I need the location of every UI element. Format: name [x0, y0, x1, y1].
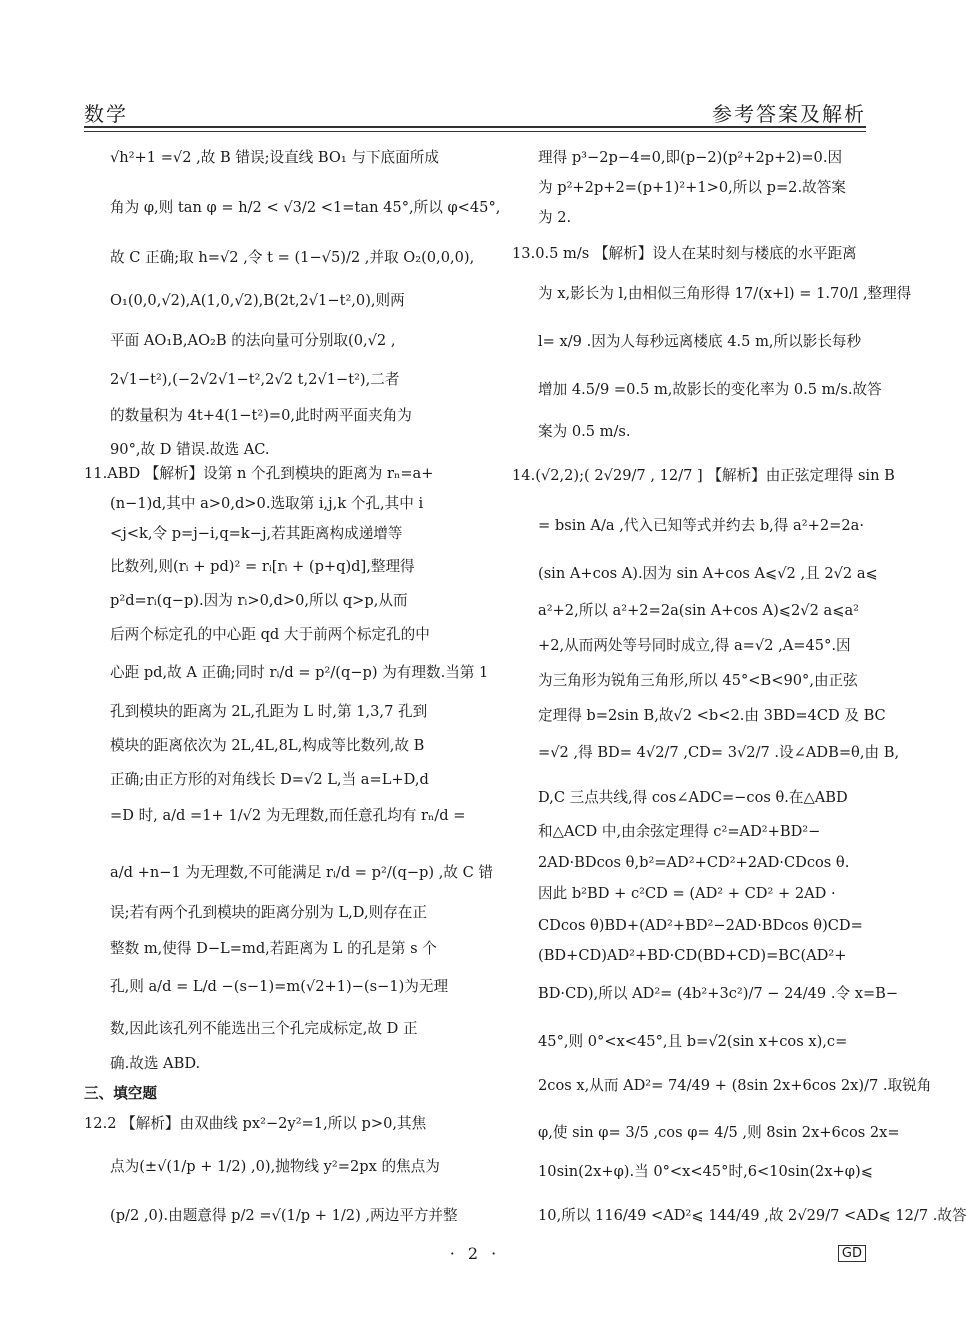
text-line: 案为 0.5 m/s. [538, 423, 631, 440]
text-line: (n−1)d,其中 a>0,d>0.选取第 i,j,k 个孔,其中 i [110, 495, 424, 512]
subject-title: 数学 [84, 102, 128, 126]
text-line: l= x/9 .因为人每秒远离楼底 4.5 m,所以影长每秒 [538, 333, 862, 350]
text-line: 45°,则 0°<x<45°,且 b=√2(sin x+cos x),c= [538, 1033, 848, 1050]
text-line: 12.2 【解析】由双曲线 px²−2y²=1,所以 p>0,其焦 [84, 1115, 427, 1132]
text-line: 点为(±√(1/p + 1/2) ,0),抛物线 y²=2px 的焦点为 [110, 1158, 440, 1175]
text-line: (p/2 ,0).由题意得 p/2 =√(1/p + 1/2) ,两边平方并整 [110, 1207, 458, 1224]
text-line: 因此 b²BD + c²CD = (AD² + CD² + 2AD · [538, 885, 836, 902]
text-line: O₁(0,0,√2),A(1,0,√2),B(2t,2√1−t²,0),则两 [110, 292, 405, 309]
text-line: 增加 4.5/9 =0.5 m,故影长的变化率为 0.5 m/s.故答 [538, 381, 882, 398]
text-line: 定理得 b=2sin B,故√2 <b<2.由 3BD=4CD 及 BC [538, 707, 886, 724]
text-line: 10sin(2x+φ).当 0°<x<45°时,6<10sin(2x+φ)⩽ [538, 1163, 873, 1180]
text-line: 数,因此该孔列不能选出三个孔完成标定,故 D 正 [110, 1020, 418, 1037]
text-line: 整数 m,使得 D−L=md,若距离为 L 的孔是第 s 个 [110, 940, 437, 957]
text-line: (BD+CD)AD²+BD·CD(BD+CD)=BC(AD²+ [538, 947, 847, 964]
text-line: 孔,则 a/d = L/d −(s−1)=m(√2+1)−(s−1)为无理 [110, 978, 449, 995]
section-heading: 三、填空题 [84, 1085, 157, 1102]
text-line: 10,所以 116/49 <AD²⩽ 144/49 ,故 2√29/7 <AD⩽ 12/7 .故答 [538, 1207, 967, 1224]
text-line: 为三角形为锐角三角形,所以 45°<B<90°,由正弦 [538, 672, 858, 689]
text-line: =√2 ,得 BD= 4√2/7 ,CD= 3√2/7 .设∠ADB=θ,由 B, [538, 744, 900, 761]
header-rule [84, 126, 866, 128]
header-rule-thin [84, 131, 866, 132]
text-line: 后两个标定孔的中心距 qd 大于前两个标定孔的中 [110, 626, 430, 643]
text-line: 理得 p³−2p−4=0,即(p−2)(p²+2p+2)=0.因 [538, 149, 843, 166]
text-line: +2,从而两处等号同时成立,得 a=√2 ,A=45°.因 [538, 637, 851, 654]
text-line: 为 x,影长为 l,由相似三角形得 17/(x+l) = 1.70/l ,整理得 [538, 285, 912, 302]
text-line: 为 p²+2p+2=(p+1)²+1>0,所以 p=2.故答案 [538, 179, 846, 196]
text-line: 确.故选 ABD. [110, 1055, 201, 1072]
text-line: 模块的距离依次为 2L,4L,8L,构成等比数列,故 B [110, 737, 425, 754]
text-line: 13.0.5 m/s 【解析】设人在某时刻与楼底的水平距离 [512, 245, 857, 262]
text-line: 心距 pd,故 A 正确;同时 rᵢ/d = p²/(q−p) 为有理数.当第 1 [110, 664, 489, 681]
text-line: p²d=rᵢ(q−p).因为 rᵢ>0,d>0,所以 q>p,从而 [110, 592, 408, 609]
text-line: 90°,故 D 错误.故选 AC. [110, 441, 270, 458]
text-line: 故 C 正确;取 h=√2 ,令 t = (1−√5)/2 ,并取 O₂(0,0,0), [110, 249, 475, 266]
text-line: =D 时, a/d =1+ 1/√2 为无理数,而任意孔均有 rₙ/d = [110, 807, 466, 824]
text-line: CDcos θ)BD+(AD²+BD²−2AD·BDcos θ)CD= [538, 917, 863, 934]
text-line: 角为 φ,则 tan φ = h/2 < √3/2 <1=tan 45°,所以 φ<45°, [110, 199, 501, 216]
text-line: BD·CD),所以 AD²= (4b²+3c²)/7 − 24/49 .令 x=B− [538, 985, 899, 1002]
text-line: 14.(√2,2);( 2√29/7 , 12/7 ] 【解析】由正弦定理得 sin B [512, 467, 895, 484]
text-line: 正确;由正方形的对角线长 D=√2 L,当 a=L+D,d [110, 771, 429, 788]
text-line: 比数列,则(rᵢ + pd)² = rᵢ[rᵢ + (p+q)d],整理得 [110, 558, 415, 575]
text-line: φ,使 sin φ= 3/5 ,cos φ= 4/5 ,则 8sin 2x+6cos 2x= [538, 1124, 900, 1141]
text-line: a/d +n−1 为无理数,不可能满足 rᵢ/d = p²/(q−p) ,故 C 错 [110, 864, 493, 881]
text-line: √h²+1 =√2 ,故 B 错误;设直线 BO₁ 与下底面所成 [110, 149, 439, 166]
text-line: 2AD·BDcos θ,b²=AD²+CD²+2AD·CDcos θ. [538, 854, 850, 871]
text-line: 孔到模块的距离为 2L,孔距为 L 时,第 1,3,7 孔到 [110, 703, 428, 720]
section-title: 参考答案及解析 [712, 102, 866, 126]
text-line: 为 2. [538, 209, 572, 226]
text-line: 11.ABD 【解析】设第 n 个孔到模块的距离为 rₙ=a+ [84, 465, 434, 482]
text-line: 误;若有两个孔到模块的距离分别为 L,D,则存在正 [110, 904, 427, 921]
page-number: · 2 · [449, 1244, 501, 1263]
text-line: 的数量积为 4t+4(1−t²)=0,此时两平面夹角为 [110, 407, 412, 424]
text-line: = bsin A/a ,代入已知等式并约去 b,得 a²+2=2a· [538, 517, 864, 534]
text-line: 2cos x,从而 AD²= 74/49 + (8sin 2x+6cos 2x)/7 .取锐角 [538, 1077, 932, 1094]
text-line: 平面 AO₁B,AO₂B 的法向量可分别取(0,√2 , [110, 332, 396, 349]
text-line: 2√1−t²),(−2√2√1−t²,2√2 t,2√1−t²),二者 [110, 371, 400, 388]
text-line: a²+2,所以 a²+2=2a(sin A+cos A)⩽2√2 a⩽a² [538, 602, 859, 619]
text-line: <j<k,令 p=j−i,q=k−j,若其距离构成递增等 [110, 525, 403, 542]
text-line: 和△ACD 中,由余弦定理得 c²=AD²+BD²− [538, 823, 821, 840]
text-line: D,C 三点共线,得 cos∠ADC=−cos θ.在△ABD [538, 789, 848, 806]
text-line: (sin A+cos A).因为 sin A+cos A⩽√2 ,且 2√2 a⩽ [538, 565, 878, 582]
edition-code: GD [838, 1245, 866, 1262]
